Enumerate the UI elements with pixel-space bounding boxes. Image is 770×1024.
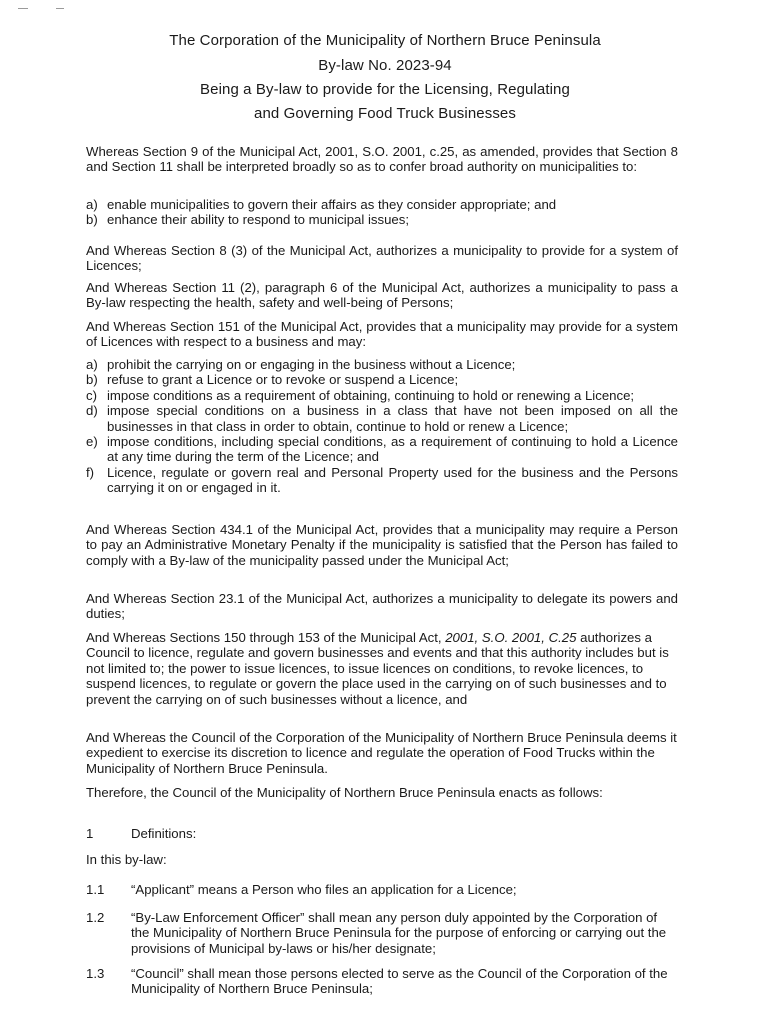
list-item (86, 372, 678, 387)
list-item (86, 197, 678, 212)
list-item-text: prohibit the carrying on or engaging in the business without a Licence; (107, 357, 516, 372)
scan-mark (56, 8, 64, 9)
section-title: Definitions: (131, 826, 197, 841)
recital-text: authorizes a Council to licence, regulate and govern businesses and events and that this authority includes but is not limited to; the power to issue licences, to issue licences on conditions, to revoke licences, to suspend licences, to regulate or govern the place used in the carrying on of such businesses and to prevent the carrying on of such businesses without a licence, and (86, 630, 669, 707)
bylaw-number: By-law No. 2023-94 (318, 57, 452, 74)
section-number: 1 (86, 826, 94, 841)
list-item-label: d) (86, 403, 98, 419)
recital-section-8: And Whereas Section 8 (3) of the Municipal Act, authorizes a municipality to provide for a system of Licences; (86, 243, 678, 274)
list-item-text: Licence, regulate or govern real and Personal Property used for the business and the Persons carrying it on or engaged in it. (107, 464, 678, 496)
document-title: The Corporation of the Municipality of Northern Bruce Peninsula (169, 32, 601, 49)
recital-section-151-list (86, 357, 678, 496)
bylaw-subtitle-line-1: Being a By-law to provide for the Licensing, Regulating (200, 81, 570, 98)
definition-number: 1.2 (86, 910, 105, 925)
section-heading (86, 826, 678, 841)
list-item (86, 403, 678, 434)
list-item-text: refuse to grant a Licence or to revoke or suspend a Licence; (107, 372, 459, 388)
definition-number: 1.1 (86, 882, 105, 897)
list-item-label: b) (86, 372, 98, 388)
list-item-label: c) (86, 387, 97, 403)
definition-text: “Council” shall mean those persons elected to serve as the Council of the Corporation of the Municipality of Northern Bruce Peninsula; (131, 966, 668, 997)
list-item-text: enable municipalities to govern their affairs as they consider appropriate; and (107, 197, 557, 212)
list-item-text: impose conditions, including special conditions, as a requirement of continuing to hold a Licence at any time during the term of the Licence; and (107, 434, 678, 465)
list-item-label: a) (86, 197, 98, 212)
list-item-text: impose conditions as a requirement of obtaining, continuing to hold or renewing a Licence; (107, 387, 635, 403)
definition-text: “By-Law Enforcement Officer” shall mean any person duly appointed by the Corporation of the Municipality of Northern Bruce Peninsula for the purpose of enforcing or carrying out the provisions of Municipal by-laws or his/her designate; (131, 910, 667, 956)
list-item (86, 212, 678, 227)
definition-number: 1.3 (86, 966, 105, 981)
list-item (86, 388, 678, 403)
list-item-label: f) (86, 464, 95, 480)
list-item-text: enhance their ability to respond to municipal issues; (107, 212, 410, 228)
list-item-label: a) (86, 357, 98, 372)
recital-section-151: And Whereas Section 151 of the Municipal Act, provides that a municipality may provide for a system of Licences with respect to a business and may: (86, 319, 678, 350)
list-item-label: b) (86, 212, 98, 228)
list-item (86, 434, 678, 465)
recital-section-9-list (86, 197, 678, 228)
definitions-intro: In this by-law: (86, 852, 167, 867)
bylaw-subtitle-line-2: and Governing Food Truck Businesses (254, 105, 516, 122)
statute-citation: 2001, S.O. 2001, C.25 (445, 630, 577, 645)
recital-section-23-1: And Whereas Section 23.1 of the Municipal Act, authorizes a municipality to delegate its powers and duties; (86, 591, 678, 622)
list-item (86, 357, 678, 372)
list-item-text: impose special conditions on a business in a class that have not been imposed on all the businesses in that class in order to obtain, continue to hold or renew a Licence; (107, 403, 678, 434)
scan-mark (18, 8, 28, 9)
recital-sections-150-153 (86, 630, 678, 707)
recital-section-11: And Whereas Section 11 (2), paragraph 6 of the Municipal Act, authorizes a municipality to pass a By-law respecting the health, safety and well-being of Persons; (86, 280, 678, 311)
definition-item (86, 910, 678, 956)
definition-text: “Applicant” means a Person who files an application for a Licence; (131, 882, 517, 897)
recital-section-434-1: And Whereas Section 434.1 of the Municipal Act, provides that a municipality may require a Person to pay an Administrative Monetary Penalty if the municipality is satisfied that the Person has failed to comply with a By-law of the municipality passed under the Municipal Act; (86, 522, 678, 568)
recital-text: And Whereas Sections 150 through 153 of the Municipal Act, (86, 630, 446, 645)
definition-item (86, 966, 678, 997)
list-item-label: e) (86, 434, 98, 450)
enacting-clause: Therefore, the Council of the Municipality of Northern Bruce Peninsula enacts as follows: (86, 785, 603, 800)
definition-item (86, 882, 678, 897)
list-item (86, 465, 678, 496)
recital-council-resolution: And Whereas the Council of the Corporation of the Municipality of Northern Bruce Peninsula deems it expedient to exercise its discretion to licence and regulate the operation of Food Trucks within the Municipality of Northern Bruce Peninsula. (86, 730, 677, 776)
recital-section-9: Whereas Section 9 of the Municipal Act, 2001, S.O. 2001, c.25, as amended, provides that Section 8 and Section 11 shall be interpreted broadly so as to confer broad authority on municipalities to: (86, 144, 678, 175)
